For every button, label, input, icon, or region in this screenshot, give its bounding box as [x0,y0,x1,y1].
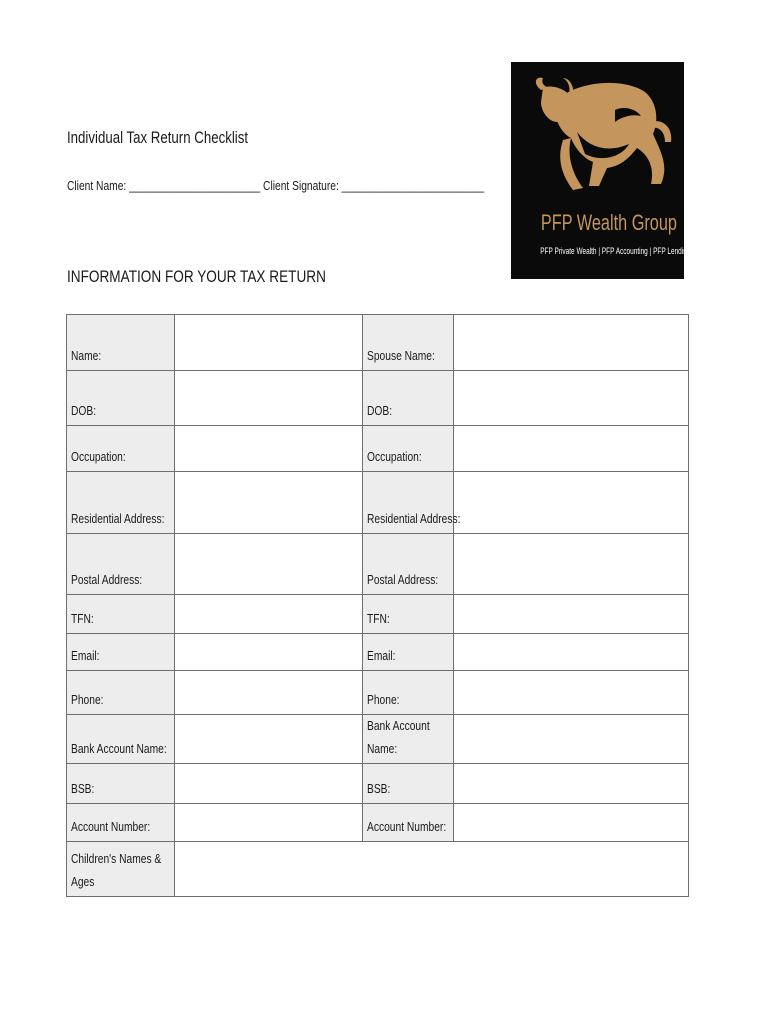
client-name-signature-line: Client Name: _______________________ Client Signature: _________________________ [67,179,485,193]
field-label: Email: [362,634,453,671]
table-row [67,534,689,595]
field-label: Postal Address: [67,534,175,595]
table-row [67,595,689,634]
spouse-name-input[interactable] [454,315,689,371]
spouse-residential-address-input[interactable] [454,472,689,534]
spouse-account-number-input[interactable] [454,804,689,842]
name-input[interactable] [175,315,362,371]
postal-address-input[interactable] [175,534,362,595]
dob-input[interactable] [175,371,362,426]
field-label: Spouse Name: [362,315,453,371]
field-label: Bank Account Name: [362,715,453,764]
field-label: BSB: [362,764,453,804]
account-number-input[interactable] [175,804,362,842]
table-row [67,634,689,671]
section-heading: INFORMATION FOR YOUR TAX RETURN [67,267,326,286]
spouse-dob-input[interactable] [454,371,689,426]
logo-tagline: PFP Private Wealth | PFP Accounting | PFP Lending [540,246,691,256]
field-label: Phone: [67,671,175,715]
tax-info-table [66,314,689,897]
field-label: Postal Address: [362,534,453,595]
email-input[interactable] [175,634,362,671]
spouse-occupation-input[interactable] [454,426,689,472]
company-logo [511,62,691,279]
table-row [67,671,689,715]
children-names-ages-input[interactable] [175,842,689,897]
table-row [67,426,689,472]
field-label: Children's Names & Ages [67,842,175,897]
table-row [67,715,689,764]
bull-icon [511,62,684,212]
spouse-email-input[interactable] [454,634,689,671]
field-label: TFN: [362,595,453,634]
occupation-input[interactable] [175,426,362,472]
field-label: Email: [67,634,175,671]
table-row [67,764,689,804]
table-row [67,315,689,371]
field-label: TFN: [67,595,175,634]
field-label: Residential Address: [67,472,175,534]
field-label: Account Number: [362,804,453,842]
field-label: DOB: [362,371,453,426]
bsb-input[interactable] [175,764,362,804]
spouse-bank-account-name-input[interactable] [454,715,689,764]
field-label: BSB: [67,764,175,804]
field-label: Account Number: [67,804,175,842]
field-label: Residential Address: [362,472,453,534]
logo-brand-name: PFP Wealth Group [540,210,677,235]
field-label: Occupation: [362,426,453,472]
residential-address-input[interactable] [175,472,362,534]
field-label: DOB: [67,371,175,426]
table-row [67,371,689,426]
spouse-bsb-input[interactable] [454,764,689,804]
phone-input[interactable] [175,671,362,715]
table-row [67,472,689,534]
field-label: Occupation: [67,426,175,472]
table-row [67,804,689,842]
spouse-tfn-input[interactable] [454,595,689,634]
spouse-phone-input[interactable] [454,671,689,715]
bank-account-name-input[interactable] [175,715,362,764]
field-label: Phone: [362,671,453,715]
document-title: Individual Tax Return Checklist [67,128,249,147]
field-label: Bank Account Name: [67,715,175,764]
field-label: Name: [67,315,175,371]
spouse-postal-address-input[interactable] [454,534,689,595]
table-row [67,842,689,897]
tfn-input[interactable] [175,595,362,634]
